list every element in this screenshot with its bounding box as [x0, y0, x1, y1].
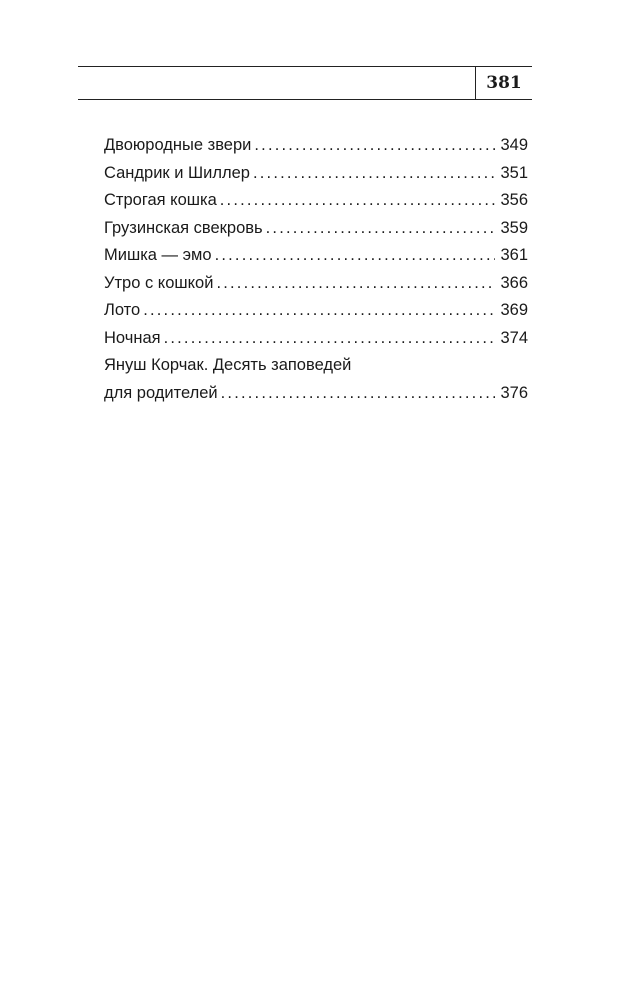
toc-entry-page: 376 [500, 383, 528, 402]
toc-entry-title: Грузинская свекровь [104, 218, 263, 237]
toc-entry-title: Лото [104, 301, 141, 319]
toc-entry-title: Двоюродные звери [104, 136, 252, 154]
toc-entry-title: Мишка — эмо [104, 246, 212, 264]
toc-entry-page: 366 [500, 273, 528, 292]
toc-entry[interactable] [104, 132, 528, 160]
toc-dot-leader [215, 242, 496, 270]
toc-entry-page: 349 [500, 136, 528, 154]
toc-dot-leader [220, 187, 496, 215]
toc-dot-leader [143, 297, 495, 325]
header-top-rule [78, 66, 532, 67]
toc-entry[interactable] [104, 352, 528, 407]
toc-entry[interactable] [104, 325, 528, 353]
toc-entry[interactable] [104, 297, 528, 325]
toc-dot-leader [164, 325, 496, 353]
toc-entry[interactable] [104, 242, 528, 270]
toc-entry-title: Ночная [104, 328, 161, 347]
toc-entry[interactable] [104, 187, 528, 215]
toc-entry-page: 374 [500, 328, 528, 347]
toc-entry-title: Утро с кошкой [104, 273, 214, 292]
header-bottom-rule [78, 99, 532, 100]
page-header [78, 66, 532, 100]
toc-entry-page: 356 [500, 191, 528, 209]
toc-entry-title: Строгая кошка [104, 191, 217, 209]
toc-entry-page: 359 [500, 218, 528, 237]
toc-entry[interactable] [104, 215, 528, 243]
toc-dot-leader [254, 132, 495, 160]
table-of-contents [104, 132, 528, 407]
toc-entry-page: 351 [500, 163, 528, 182]
toc-entry-page: 361 [500, 246, 528, 264]
toc-entry-title-line1: Януш Корчак. Десять заповедей [104, 356, 352, 374]
toc-entry[interactable] [104, 270, 528, 298]
toc-entry[interactable] [104, 160, 528, 188]
toc-dot-leader [253, 160, 496, 188]
toc-entry-title-line2: для родителей [104, 383, 218, 402]
toc-dot-leader [216, 270, 495, 298]
toc-entry-page: 369 [500, 301, 528, 319]
page-number: 381 [486, 73, 522, 93]
toc-entry-title: Сандрик и Шиллер [104, 163, 250, 182]
toc-dot-leader [266, 215, 496, 243]
toc-dot-leader [221, 380, 496, 408]
